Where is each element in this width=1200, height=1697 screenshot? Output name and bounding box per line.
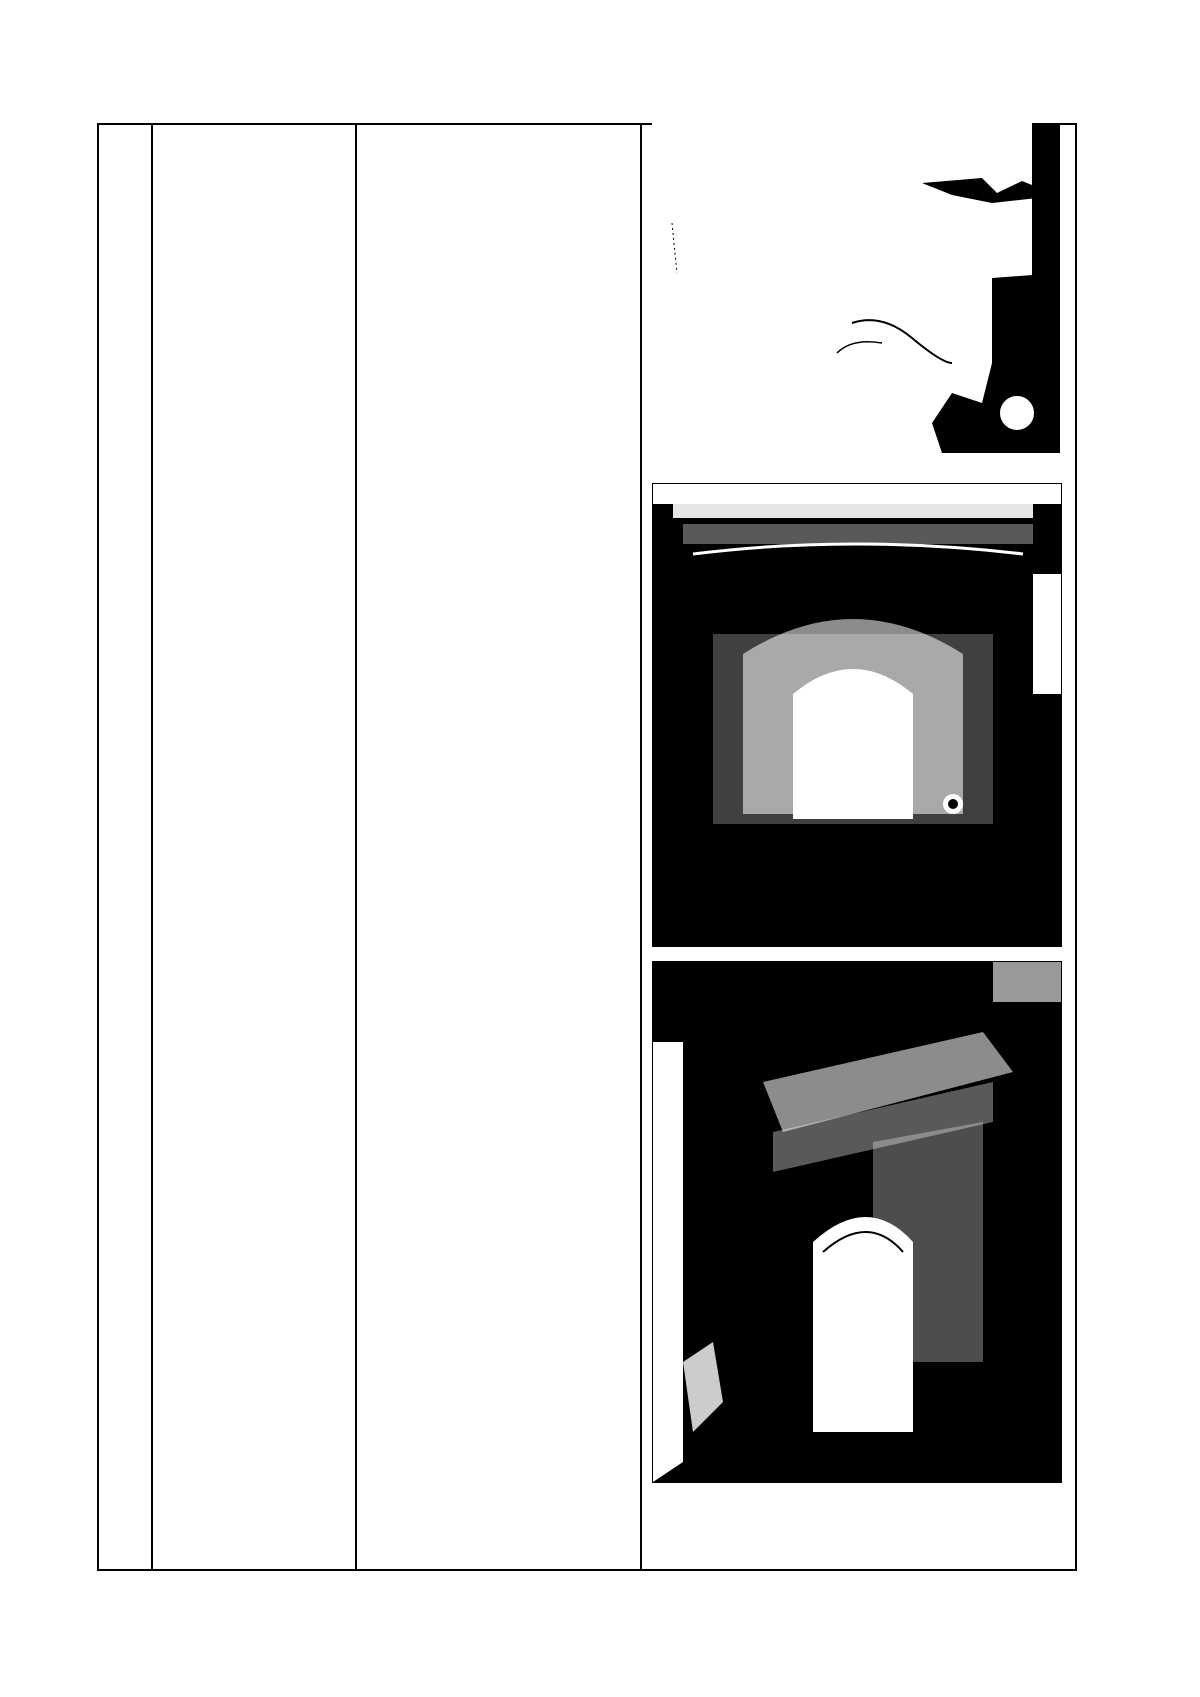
column-divider — [640, 125, 642, 1569]
photo-fireplace-front — [652, 483, 1062, 947]
description-table — [97, 123, 1077, 1571]
column-divider — [151, 125, 153, 1569]
column-divider — [355, 125, 357, 1569]
photo-wall-frieze — [652, 123, 1060, 453]
photo-fireplace-side — [652, 961, 1062, 1483]
